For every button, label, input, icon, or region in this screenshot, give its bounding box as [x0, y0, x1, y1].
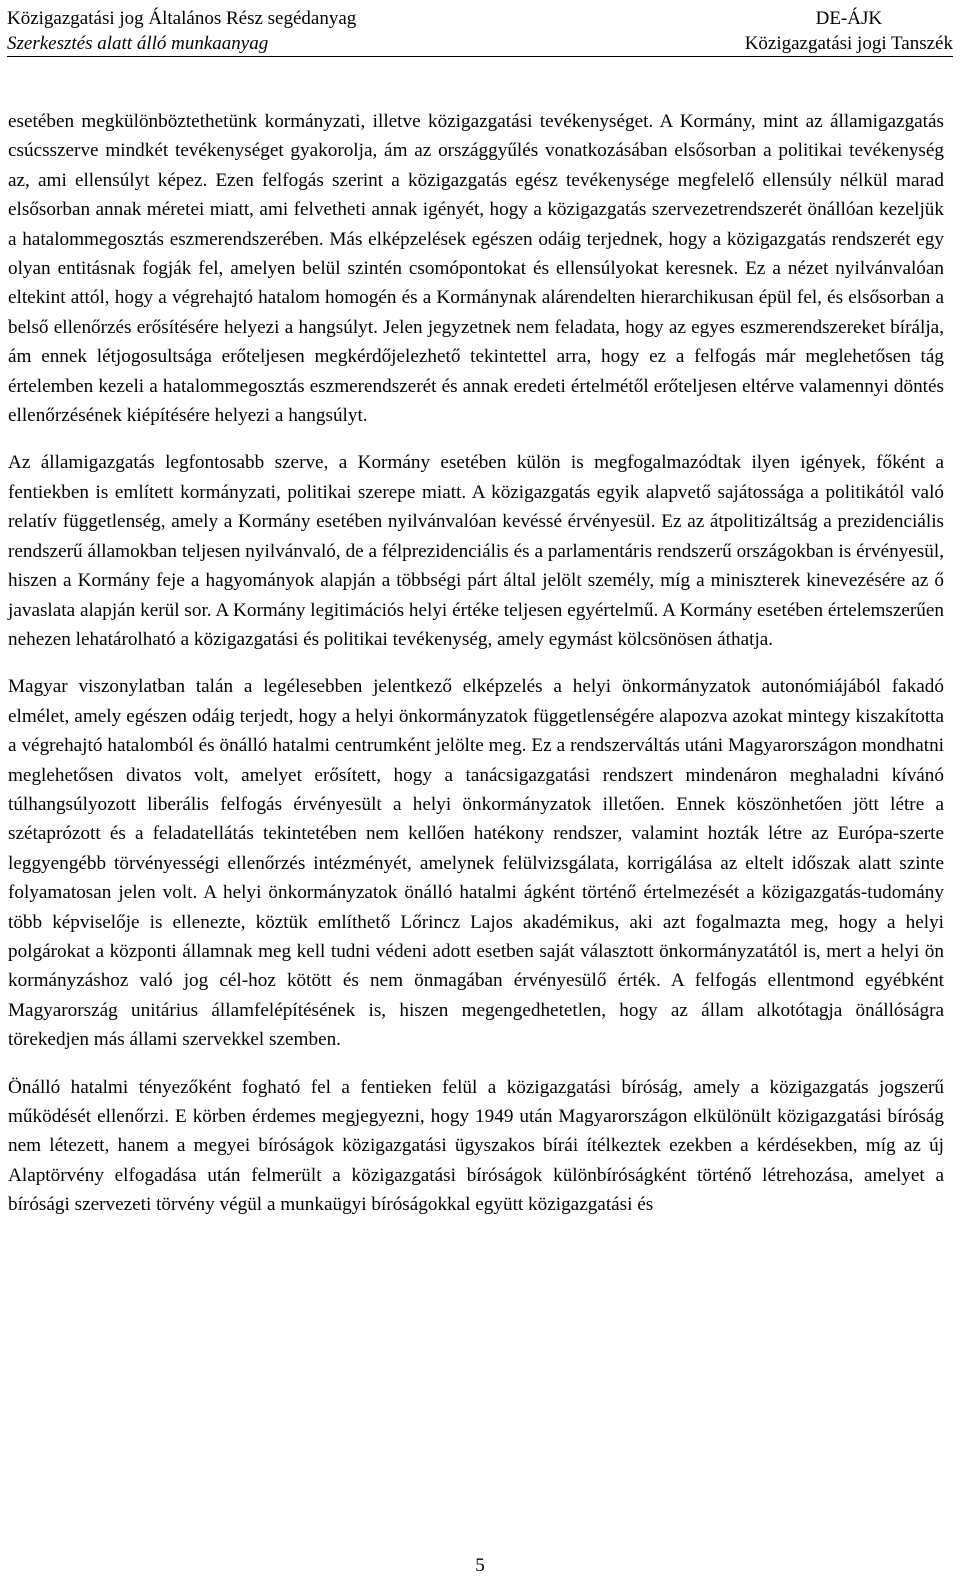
header-right [745, 6, 953, 56]
paragraph-1: esetében megkülönböztethetünk kormányzati, illetve közigazgatási tevékenységet. A Kormány, mint az államigazgatás csúcsszerve mindkét tevékenységet gyakorolja, ám az országgyűlés vonatkozásában elsősorban a politikai tevékenység az, ami ellensúlyt képez. Ezen felfogás szerint a közigazgatás egész tevékenysége megfelelő ellensúly nélkül marad elsősorban annak méretei miatt, ami felvetheti annak igényét, hogy a közigazgatás szervezetrendszerét önállóan kezeljük a hatalommegosztás eszmerendszerében. Más elképzelések egészen odáig terjednek, hogy a közigazgatás rendszerét egy olyan entitásnak fogják fel, amelyen belül szintén csomópontokat és ellensúlyokat keresnek. Ez a nézet nyilvánvalóan eltekint attól, hogy a végrehajtó hatalom homogén és a Kormánynak alárendelten hierarchikusan épül fel, és elsősorban a belső ellenőrzés erősítésére helyezi a hangsúlyt. Jelen jegyzetnek nem feladata, hogy az egyes eszmerendszereket bírálja, ám ennek létjogosultsága erőteljesen megkérdőjelezhető tekintettel arra, hogy ez a felfogás már meglehetősen tág értelemben kezeli a hatalommegosztás eszmerendszerét és annak eredeti értelmétől erőteljesen eltérve valamennyi döntés ellenőrzésének kiépítésére helyezi a hangsúlyt. [8, 111, 944, 427]
paragraph-2: Az államigazgatás legfontosabb szerve, a Kormány esetében külön is megfogalmazódtak ilyen igények, főként a fentiekben is említett kormányzati, politikai szerepe miatt. A közigazgatás egyik alapvető sajátossága a politikától való relatív függetlenség, amely a Kormány esetében nyilvánvalóan kevéssé érvényesül. Ez az átpolitizáltság a prezidenciális rendszerű államokban teljesen nyilvánvaló, de a félprezidenciális és a parlamentáris rendszerű országokban is érvényesül, hiszen a Kormány feje a hagyományok alapján a többségi párt által jelölt személy, míg a miniszterek kinevezésére az ő javaslata alapján kerül sor. A Kormány legitimációs helyi értéke teljesen egyértelmű. A Kormány esetében értelemszerűen nehezen lehatárolható a közigazgatási és politikai tevékenység, amely egymást kölcsönösen áthatja. [8, 452, 944, 650]
draft-notice: Szerkesztés alatt álló munkaanyag [7, 33, 269, 54]
faculty-name: DE-ÁJK [815, 8, 883, 29]
page-number: 5 [475, 1555, 485, 1576]
paragraph-4: Önálló hatalmi tényezőként fogható fel a fentieken felül a közigazgatási bíróság, amely a közigazgatás jogszerű működését ellenőrzi. E körben érdemes megjegyezni, hogy 1949 után Magyarországon elkülönült közigazgatási bíróság nem létezett, hanem a megyei bíróságok közigazgatási ügyszakos bírái ítélkeztek ezekben a kérdésekben, míg az új Alaptörvény elfogadása után felmerült a közigazgatási bíróságok különbíróságként történő létrehozása, amelyet a bírósági szervezeti törvény végül a munkaügyi bíróságokkal együtt közigazgatási és [8, 1076, 944, 1216]
paragraph-3: Magyar viszonylatban talán a legélesebben jelentkező elképzelés a helyi önkormányzatok autonómiájából fakadó elmélet, amely egészen odáig terjedt, hogy a helyi önkormányzatok függetlenségére alapozva azokat mintegy kiszakította a végrehajtó hatalomból és önálló hatalmi centrumként jelölte meg. Ez a rendszerváltás utáni Magyarországon mondhatni meglehetősen divatos volt, amelyet erősített, hogy a tanácsigazgatási rendszert mindenáron meghaladni kívánó túlhangsúlyozott liberális felfogás érvényesült a helyi önkormányzatok illetően. Ennek köszönhetően jött létre a szétaprózott és a feladatellátás tekintetében nem kellően hatékony rendszer, valamint hozták létre az Európa-szerte leggyengébb törvényességi ellenőrzés intézményét, amelynek felülvizsgálata, korrigálása az eltelt időszak alatt szinte folyamatosan jelen volt. A helyi önkormányzatok önálló hatalmi ágként történő értelmezését a közigazgatás-tudomány több képviselője is ellenezte, köztük említhető Lőrincz Lajos akadémikus, aki azt fogalmazta meg, hogy a helyi polgárokat a központi államnak meg kell tudni védeni adott esetben saját választott önkormányzatától is, mert a helyi ön kormányzáshoz való jog cél-hoz kötött és nem önmagában érvényesülő érték. A felfogás ellentmond egyébként Magyarország unitárius államfelépítésének is, hiszen megengedhetetlen, hogy az állam alkotótagja önállóságra törekedjen más állami szervekkel szemben. [8, 676, 944, 1051]
page-header [7, 6, 953, 57]
header-left [7, 6, 356, 56]
course-title: Közigazgatási jog Általános Rész segédanyag [7, 8, 357, 29]
department-name: Közigazgatási jogi Tanszék [744, 33, 953, 54]
body-text [8, 107, 944, 1238]
